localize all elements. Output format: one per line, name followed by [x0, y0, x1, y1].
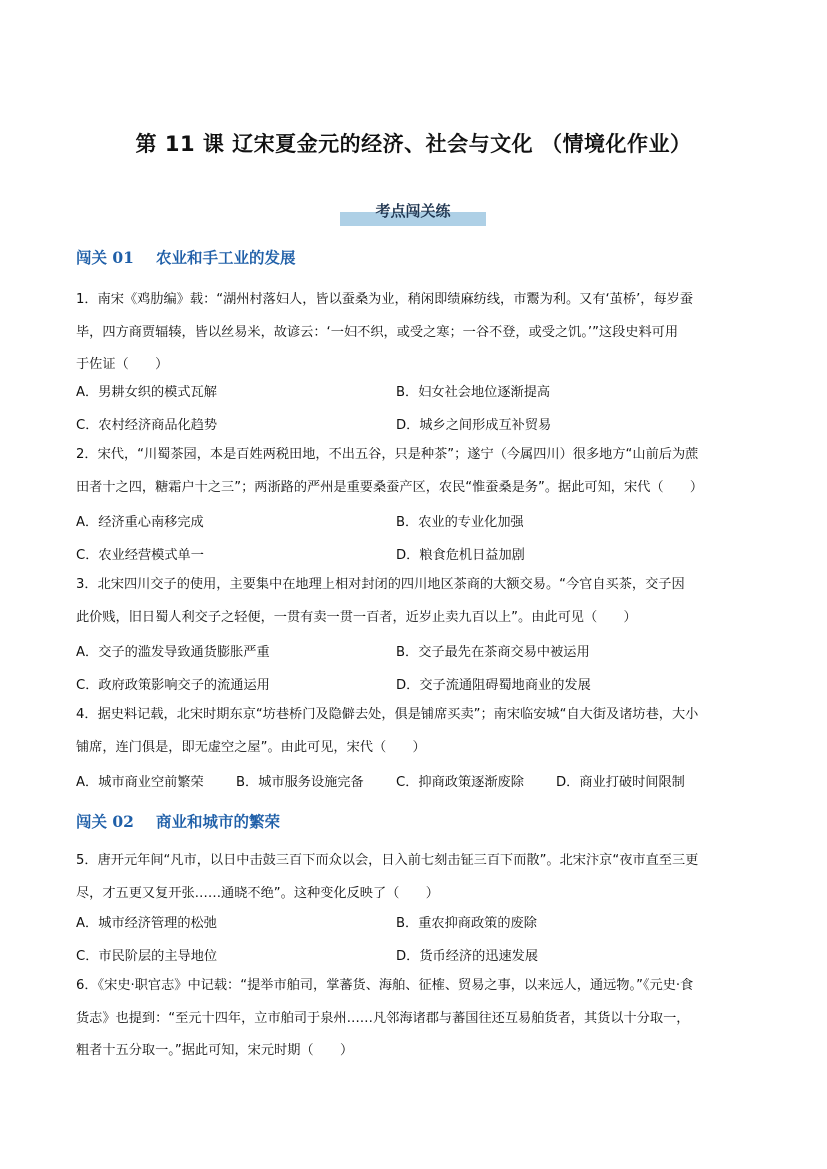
option-a: A．城市商业空前繁荣: [76, 775, 204, 790]
question-1: [76, 284, 766, 382]
question-text-line: 6．《宋史·职官志》中记载：“提举市舶司，掌蕃货、海舶、征榷、贸易之事，以来远人，通远物。”《元史·食: [76, 978, 694, 993]
option-d: D．城乡之间形成互补贸易: [396, 418, 552, 433]
option-b: B．交子最先在茶商交易中被运用: [396, 645, 590, 660]
question-text-line: 1．南宋《鸡肋编》载：“湖州村落妇人，皆以蚕桑为业，稍闲即绩麻纺线，市鬻为利。又有‘茧桥’，每岁蚕: [76, 292, 694, 307]
option-a: A．城市经济管理的松弛: [76, 916, 217, 931]
question-text-line: 田者十之四，糖霜户十之三”；两浙路的严州是重要桑蚕产区，农民“惟蚕桑是务”。据此可知，宋代（ ）: [76, 479, 704, 495]
question-text-line: 粗者十五分取一。”据此可知，宋元时期（ ）: [76, 1043, 354, 1058]
section-heading-01: [76, 246, 295, 268]
question-text-line: 5．唐开元年间“凡市，以日中击鼓三百下而众以会，日入前七刻击钲三百下而散”。北宋汴京“夜市直至三更: [76, 853, 699, 868]
option-a: A．交子的滥发导致通货膨胀严重: [76, 645, 270, 660]
question-text-line: 3．北宋四川交子的使用，主要集中在地理上相对封闭的四川地区茶商的大额交易。“今官自买茶，交子因: [76, 577, 685, 592]
option-c: C．农村经济商品化趋势: [76, 418, 218, 433]
option-c: C．政府政策影响交子的流通运用: [76, 678, 270, 693]
option-d: D．交子流通阻碍蜀地商业的发展: [396, 678, 591, 693]
question-text-line: 毕，四方商贾辐辏，皆以丝易米，故谚云：‘一妇不织，或受之寒；一谷不登，或受之饥。’”这段史料可用: [76, 324, 679, 340]
option-d: D．货币经济的迅速发展: [396, 949, 539, 964]
option-a: A．男耕女织的模式瓦解: [76, 385, 217, 400]
question-3: [76, 569, 766, 634]
question-4: [76, 699, 766, 764]
option-d: D．粮食危机日益加剧: [396, 548, 525, 563]
question-2: [76, 439, 766, 504]
section-code: 闯关 01: [76, 248, 134, 267]
section-code: 闯关 02: [76, 812, 134, 831]
question-text-line: 尽，才五更又复开张……通晓不绝”。这种变化反映了（ ）: [76, 885, 439, 901]
option-b: B．重农抑商政策的废除: [396, 916, 537, 931]
option-b: B．妇女社会地位逐渐提高: [396, 385, 551, 400]
option-c: C．农业经营模式单一: [76, 548, 204, 563]
question-text-line: 于佐证（ ）: [76, 357, 169, 372]
section-banner: [340, 200, 486, 226]
banner-label: 考点闯关练: [375, 202, 451, 220]
option-b: B．农业的专业化加强: [396, 515, 524, 530]
question-5: [76, 845, 766, 910]
question-text-line: 此价贱，旧日蜀人利交子之轻便，一贯有卖一贯一百者，近岁止卖九百以上”。由此可见（ ）: [76, 609, 637, 625]
option-c: C．抑商政策逐渐废除: [396, 775, 524, 790]
question-text-line: 货志》也提到：“至元十四年，立市舶司于泉州……凡邻海诸郡与蕃国往还互易舶货者，其货以十分取一，: [76, 1010, 690, 1026]
question-text-line: 2．宋代，“川蜀茶园，本是百姓两税田地，不出五谷，只是种茶”；遂宁（今属四川）很多地方“山前后为蔗: [76, 447, 699, 462]
section-name: 农业和手工业的发展: [155, 248, 296, 267]
section-name: 商业和城市的繁荣: [155, 812, 280, 831]
option-a: A．经济重心南移完成: [76, 515, 204, 530]
section-heading-02: [76, 810, 280, 832]
question-text-line: 4．据史料记载，北宋时期东京“坊巷桥门及隐僻去处，俱是铺席买卖”；南宋临安城“自大街及诸坊巷，大小: [76, 707, 699, 722]
question-6: [76, 970, 766, 1068]
option-b: B．城市服务设施完备: [236, 775, 364, 790]
page-title: 第 11 课 辽宋夏金元的经济、社会与文化 （情境化作业）: [135, 132, 692, 156]
option-d: D．商业打破时间限制: [556, 775, 685, 790]
option-c: C．市民阶层的主导地位: [76, 949, 218, 964]
question-text-line: 铺席，连门俱是，即无虚空之屋”。由此可见，宋代（ ）: [76, 739, 426, 755]
